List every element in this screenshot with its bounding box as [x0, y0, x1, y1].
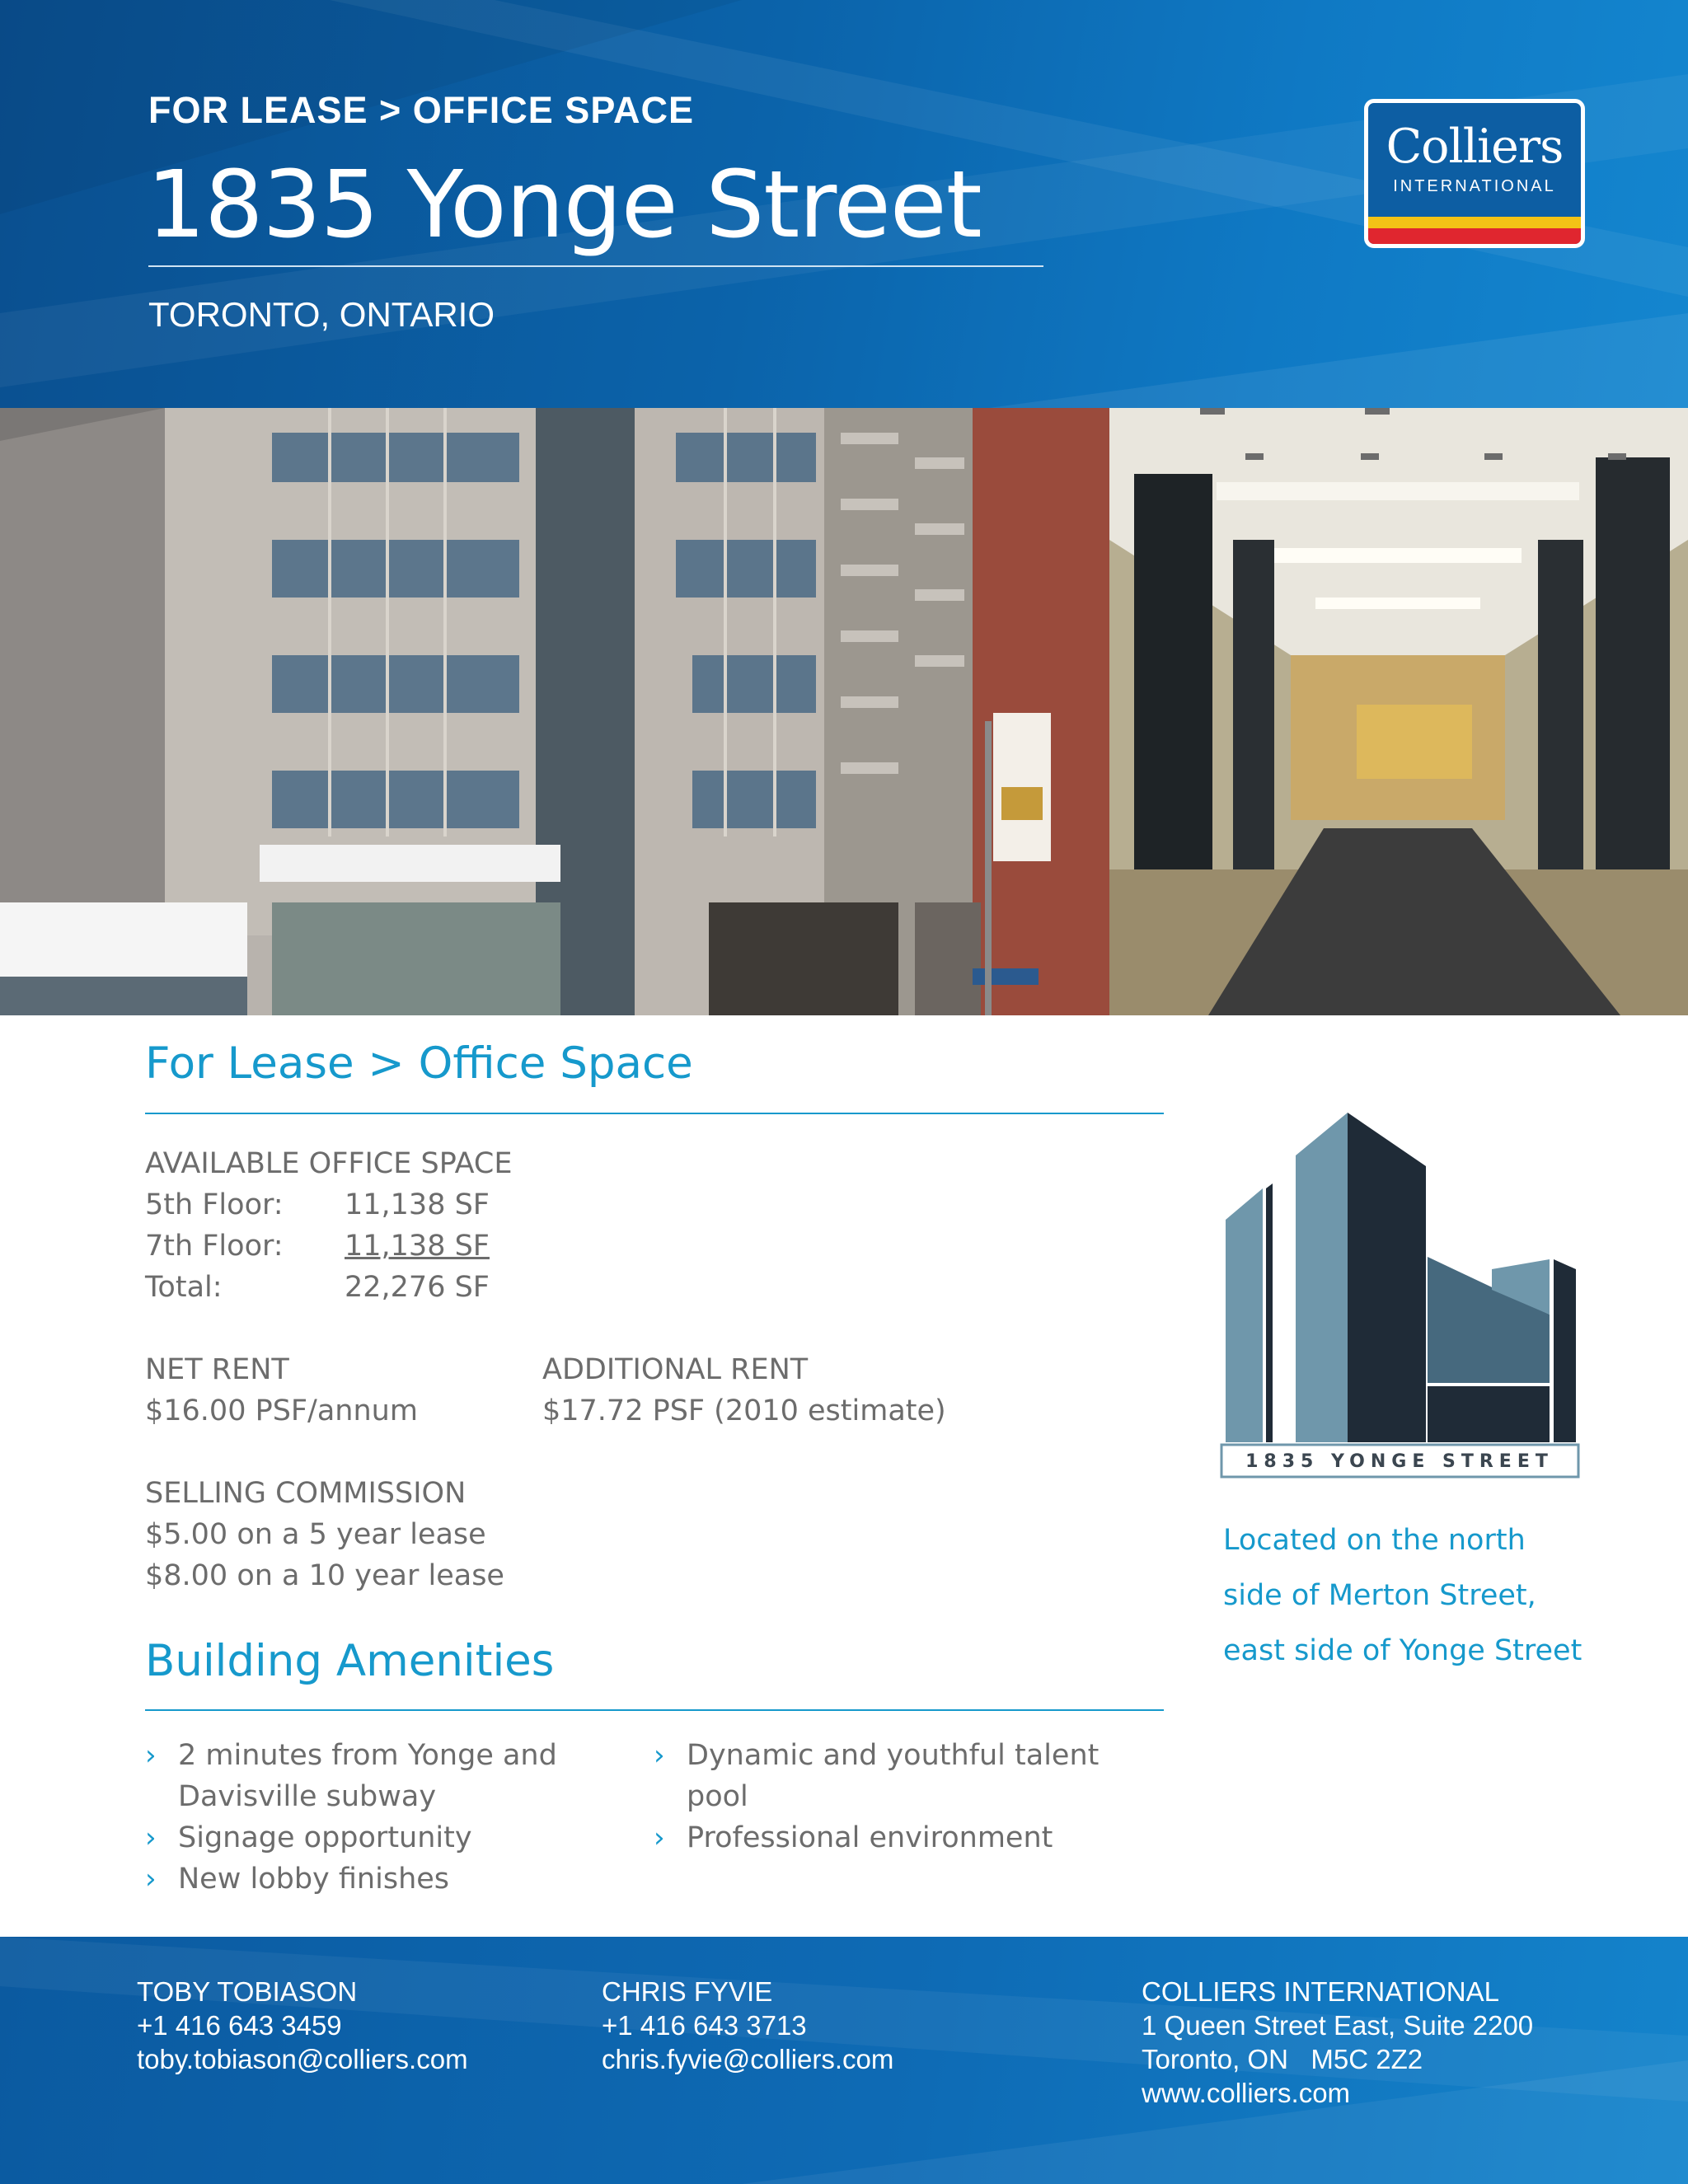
- building-logo-caption: 1835 YONGE STREET: [1245, 1451, 1554, 1472]
- list-item: › New lobby finishes: [145, 1858, 640, 1900]
- commission-label: SELLING COMMISSION: [145, 1477, 467, 1510]
- floor-7-label: 7th Floor:: [145, 1230, 284, 1263]
- amenities-divider: [145, 1709, 1164, 1711]
- list-item: › Signage opportunity: [145, 1817, 640, 1858]
- additional-rent-label: ADDITIONAL RENT: [542, 1353, 809, 1386]
- amenities-right-list: [654, 1735, 1148, 1858]
- company-name: COLLIERS INTERNATIONAL: [1142, 1976, 1499, 2007]
- chevron-right-icon: ›: [654, 1739, 665, 1772]
- list-item: › Dynamic and youthful talent pool: [654, 1735, 1148, 1817]
- building-exterior-photo: [0, 408, 1109, 1015]
- floor-7-value: 11,138 SF: [345, 1230, 490, 1263]
- colliers-logo: [1364, 99, 1585, 248]
- location-line-1: Located on the north: [1223, 1524, 1526, 1557]
- property-title: 1835 Yonge Street: [147, 152, 982, 259]
- additional-rent-value: $17.72 PSF (2010 estimate): [542, 1394, 946, 1427]
- commission-line-10yr: $8.00 on a 10 year lease: [145, 1559, 504, 1592]
- chevron-right-icon: ›: [145, 1739, 157, 1772]
- chevron-right-icon: ›: [145, 1821, 157, 1854]
- contact-name: TOBY TOBIASON: [137, 1976, 358, 2007]
- total-label: Total:: [145, 1271, 223, 1304]
- photo-strip: [0, 408, 1688, 1015]
- logo-stripe-red: [1368, 228, 1581, 244]
- company-address-line-2: Toronto, ON M5C 2Z2: [1142, 2044, 1423, 2074]
- amenities-left-list: [145, 1735, 640, 1900]
- commission-line-5yr: $5.00 on a 5 year lease: [145, 1518, 486, 1551]
- net-rent-label: NET RENT: [145, 1353, 289, 1386]
- total-value: 22,276 SF: [345, 1271, 490, 1304]
- header-banner: [0, 0, 1688, 408]
- list-item: › Professional environment: [654, 1817, 1148, 1858]
- amenities-heading: Building Amenities: [145, 1636, 555, 1686]
- company-info: [1142, 1975, 1533, 2110]
- title-divider: [148, 265, 1043, 267]
- location-line-2: side of Merton Street,: [1223, 1579, 1536, 1612]
- header-kicker: FOR LEASE > OFFICE SPACE: [148, 89, 694, 131]
- building-logo-graphic: [1220, 1113, 1582, 1479]
- logo-subtitle: INTERNATIONAL: [1393, 177, 1556, 195]
- contact-chris: [602, 1975, 893, 2076]
- lease-section-heading: For Lease > Office Space: [145, 1038, 693, 1089]
- contact-phone[interactable]: +1 416 643 3713: [602, 2010, 807, 2041]
- location-line-3: east side of Yonge Street: [1223, 1634, 1582, 1667]
- company-website-link[interactable]: www.colliers.com: [1142, 2078, 1351, 2108]
- logo-stripe-yellow: [1368, 217, 1581, 228]
- floor-5-value: 11,138 SF: [345, 1188, 490, 1221]
- contact-email[interactable]: chris.fyvie@colliers.com: [602, 2044, 894, 2074]
- logo-name: Colliers: [1386, 120, 1564, 174]
- lease-section-divider: [145, 1113, 1164, 1114]
- available-space-label: AVAILABLE OFFICE SPACE: [145, 1147, 513, 1180]
- chevron-right-icon: ›: [654, 1821, 665, 1854]
- chevron-right-icon: ›: [145, 1863, 157, 1896]
- contact-name: CHRIS FYVIE: [602, 1976, 773, 2007]
- list-item: › 2 minutes from Yonge and Davisville subway: [145, 1735, 640, 1817]
- contact-phone[interactable]: +1 416 643 3459: [137, 2010, 342, 2041]
- lobby-interior-photo: [1109, 408, 1688, 1015]
- company-address-line-1: 1 Queen Street East, Suite 2200: [1142, 2010, 1534, 2041]
- floor-5-label: 5th Floor:: [145, 1188, 284, 1221]
- property-city: TORONTO, ONTARIO: [148, 295, 495, 334]
- contact-toby: [137, 1975, 468, 2076]
- contact-email[interactable]: toby.tobiason@colliers.com: [137, 2044, 468, 2074]
- net-rent-value: $16.00 PSF/annum: [145, 1394, 418, 1427]
